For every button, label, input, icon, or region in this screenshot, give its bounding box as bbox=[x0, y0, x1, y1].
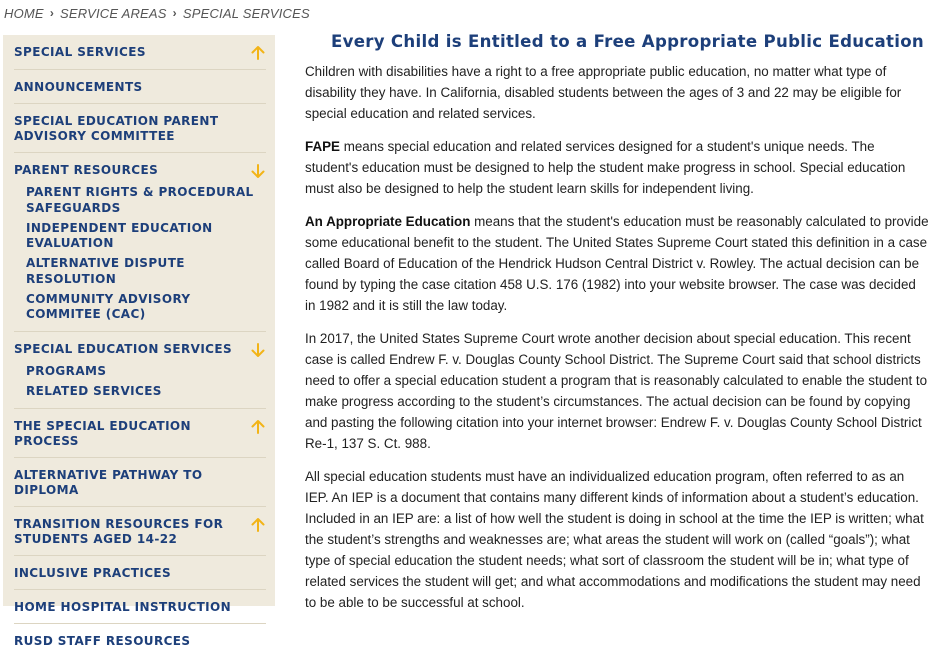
sidebar-item-home-hospital-instruction[interactable] bbox=[14, 590, 266, 623]
sidebar-sublist bbox=[14, 362, 266, 408]
sidebar-item-label: HOME HOSPITAL INSTRUCTION bbox=[14, 600, 232, 614]
sidebar-item-parent-resources[interactable] bbox=[14, 153, 266, 187]
sidebar-item-announcements[interactable] bbox=[14, 70, 266, 103]
sidebar-subitem-community-advisory-commitee-cac[interactable]: COMMUNITY ADVISORY COMMITEE (CAC) bbox=[26, 291, 191, 321]
arrow-up-icon[interactable] bbox=[250, 45, 266, 61]
sidebar-subitem-parent-rights-procedural-safeguards[interactable]: PARENT RIGHTS & PROCEDURAL SAFEGUARDS bbox=[26, 185, 254, 215]
sidebar-item-inclusive-practices[interactable] bbox=[14, 556, 266, 589]
sidebar-item-label: SPECIAL SERVICES bbox=[14, 45, 146, 59]
breadcrumb bbox=[4, 4, 310, 22]
breadcrumb-home[interactable]: HOME bbox=[4, 5, 44, 21]
paragraph-text: All special education students must have an individualized education program, often referred to as an IEP. An IEP is a document that contains many different kinds of information about a student’s education. Included in an IEP are: a list of how well the student is doing in school at the time the IEP is written; what the student’s strengths and weaknesses are; what areas the student will work on (called “goals”); what type of special education the student needs; what sort of classroom the student will be in; what type of related services the student will get; and what accommodations and modifications the student may need to be able to be successful at school. bbox=[305, 469, 924, 610]
sidebar-group-alternative-pathway-to-diploma bbox=[14, 458, 266, 507]
article-paragraph bbox=[305, 61, 930, 124]
arrow-up-icon[interactable] bbox=[250, 419, 266, 435]
breadcrumb-special-services[interactable]: SPECIAL SERVICES bbox=[182, 5, 310, 21]
paragraph-lead-term: FAPE bbox=[305, 139, 340, 154]
paragraph-lead-term: An Appropriate Education bbox=[305, 214, 471, 229]
sidebar-group-inclusive-practices bbox=[14, 556, 266, 590]
sidebar-item-special-education-services[interactable] bbox=[14, 332, 266, 366]
breadcrumb-service-areas[interactable]: SERVICE AREAS bbox=[60, 5, 167, 21]
arrow-down-icon[interactable] bbox=[250, 342, 266, 358]
sidebar-group-transition-resources-for-students-aged-14-22 bbox=[14, 507, 266, 556]
sidebar-item-label: TRANSITION RESOURCES FOR STUDENTS AGED 14-22 bbox=[14, 517, 224, 546]
sidebar-group-the-special-education-process bbox=[14, 409, 266, 458]
sidebar-group-announcements bbox=[14, 70, 266, 104]
sidebar-item-label: SPECIAL EDUCATION SERVICES bbox=[14, 342, 233, 356]
arrow-up-icon[interactable] bbox=[250, 517, 266, 533]
sidebar-subitem-related-services[interactable]: RELATED SERVICES bbox=[26, 384, 162, 398]
paragraph-text: Children with disabilities have a right to a free appropriate public education, no matter what type of disability they have. In California, disabled students between the ages of 3 and 22 may be eligible for special education and related services. bbox=[305, 64, 902, 121]
article-paragraph bbox=[305, 466, 930, 613]
sidebar-item-alternative-pathway-to-diploma[interactable] bbox=[14, 458, 266, 506]
sidebar-subitem-alternative-dispute-resolution[interactable]: ALTERNATIVE DISPUTE RESOLUTION bbox=[26, 256, 185, 286]
sidebar-sublist bbox=[14, 183, 266, 331]
sidebar-item-label: ALTERNATIVE PATHWAY TO DIPLOMA bbox=[14, 468, 203, 497]
sidebar-nav bbox=[3, 35, 275, 648]
sidebar-subitem-independent-education-evaluation[interactable]: INDEPENDENT EDUCATION EVALUATION bbox=[26, 220, 213, 250]
main-content bbox=[305, 32, 930, 625]
sidebar-item-label: THE SPECIAL EDUCATION PROCESS bbox=[14, 419, 191, 448]
arrow-down-icon[interactable] bbox=[250, 163, 266, 179]
sidebar-group-parent-resources bbox=[14, 153, 266, 332]
chevron-right-icon: › bbox=[49, 6, 55, 20]
article-paragraph bbox=[305, 328, 930, 454]
paragraph-text: means special education and related services designed for a student's unique needs. The student's education must be designed to help the student make progress in school. Special education must also be designed to help the student learn skills for independent living. bbox=[305, 139, 906, 196]
sidebar-item-label: INCLUSIVE PRACTICES bbox=[14, 566, 172, 580]
sidebar-item-label: RUSD STAFF RESOURCES bbox=[14, 634, 191, 648]
sidebar-item-label: SPECIAL EDUCATION PARENT ADVISORY COMMITTEE bbox=[14, 114, 219, 143]
article-paragraph bbox=[305, 211, 930, 316]
sidebar-item-special-education-parent-advisory-committee[interactable] bbox=[14, 104, 266, 152]
sidebar-group-home-hospital-instruction bbox=[14, 590, 266, 624]
sidebar-subitem-programs[interactable]: PROGRAMS bbox=[26, 364, 107, 378]
article-paragraph bbox=[305, 136, 930, 199]
sidebar-item-label: PARENT RESOURCES bbox=[14, 163, 159, 177]
sidebar-group-special-education-parent-advisory-committee bbox=[14, 104, 266, 153]
sidebar-item-transition-resources-for-students-aged-14-22[interactable] bbox=[14, 507, 266, 555]
sidebar-item-rusd-staff-resources[interactable] bbox=[14, 624, 266, 657]
article-body bbox=[305, 61, 930, 613]
sidebar-group-rusd-staff-resources bbox=[14, 624, 266, 657]
sidebar-item-label: ANNOUNCEMENTS bbox=[14, 80, 143, 94]
sidebar-group-special-education-services bbox=[14, 332, 266, 409]
sidebar-group-special-services bbox=[14, 35, 266, 70]
sidebar-item-special-services[interactable] bbox=[14, 35, 266, 69]
page-title: Every Child is Entitled to a Free Appropriate Public Education bbox=[330, 32, 925, 51]
paragraph-text: In 2017, the United States Supreme Court wrote another decision about special education. This recent case is called Endrew F. v. Douglas County School District. The Supreme Court said that school districts need to offer a special education student a program that is reasonably calculated to enable the student to make progress according to the student’s circumstances. The actual decision can be found by copying and pasting the following citation into your internet browser: Endrew F. v. Douglas County School District Re-1, 137 S. Ct. 988. bbox=[305, 331, 928, 451]
chevron-right-icon: › bbox=[172, 6, 177, 20]
sidebar-item-the-special-education-process[interactable] bbox=[14, 409, 266, 457]
paragraph-text: means that the student's education must be reasonably calculated to provide some educational benefit to the student. The United States Supreme Court stated this definition in a case called Board of Education of the Hendrick Hudson Central District v. Rowley. The actual decision can be found by typing the case citation 458 U.S. 176 (1982) into your website browser. The case was decided in 1982 and it is still the law today. bbox=[305, 214, 929, 313]
